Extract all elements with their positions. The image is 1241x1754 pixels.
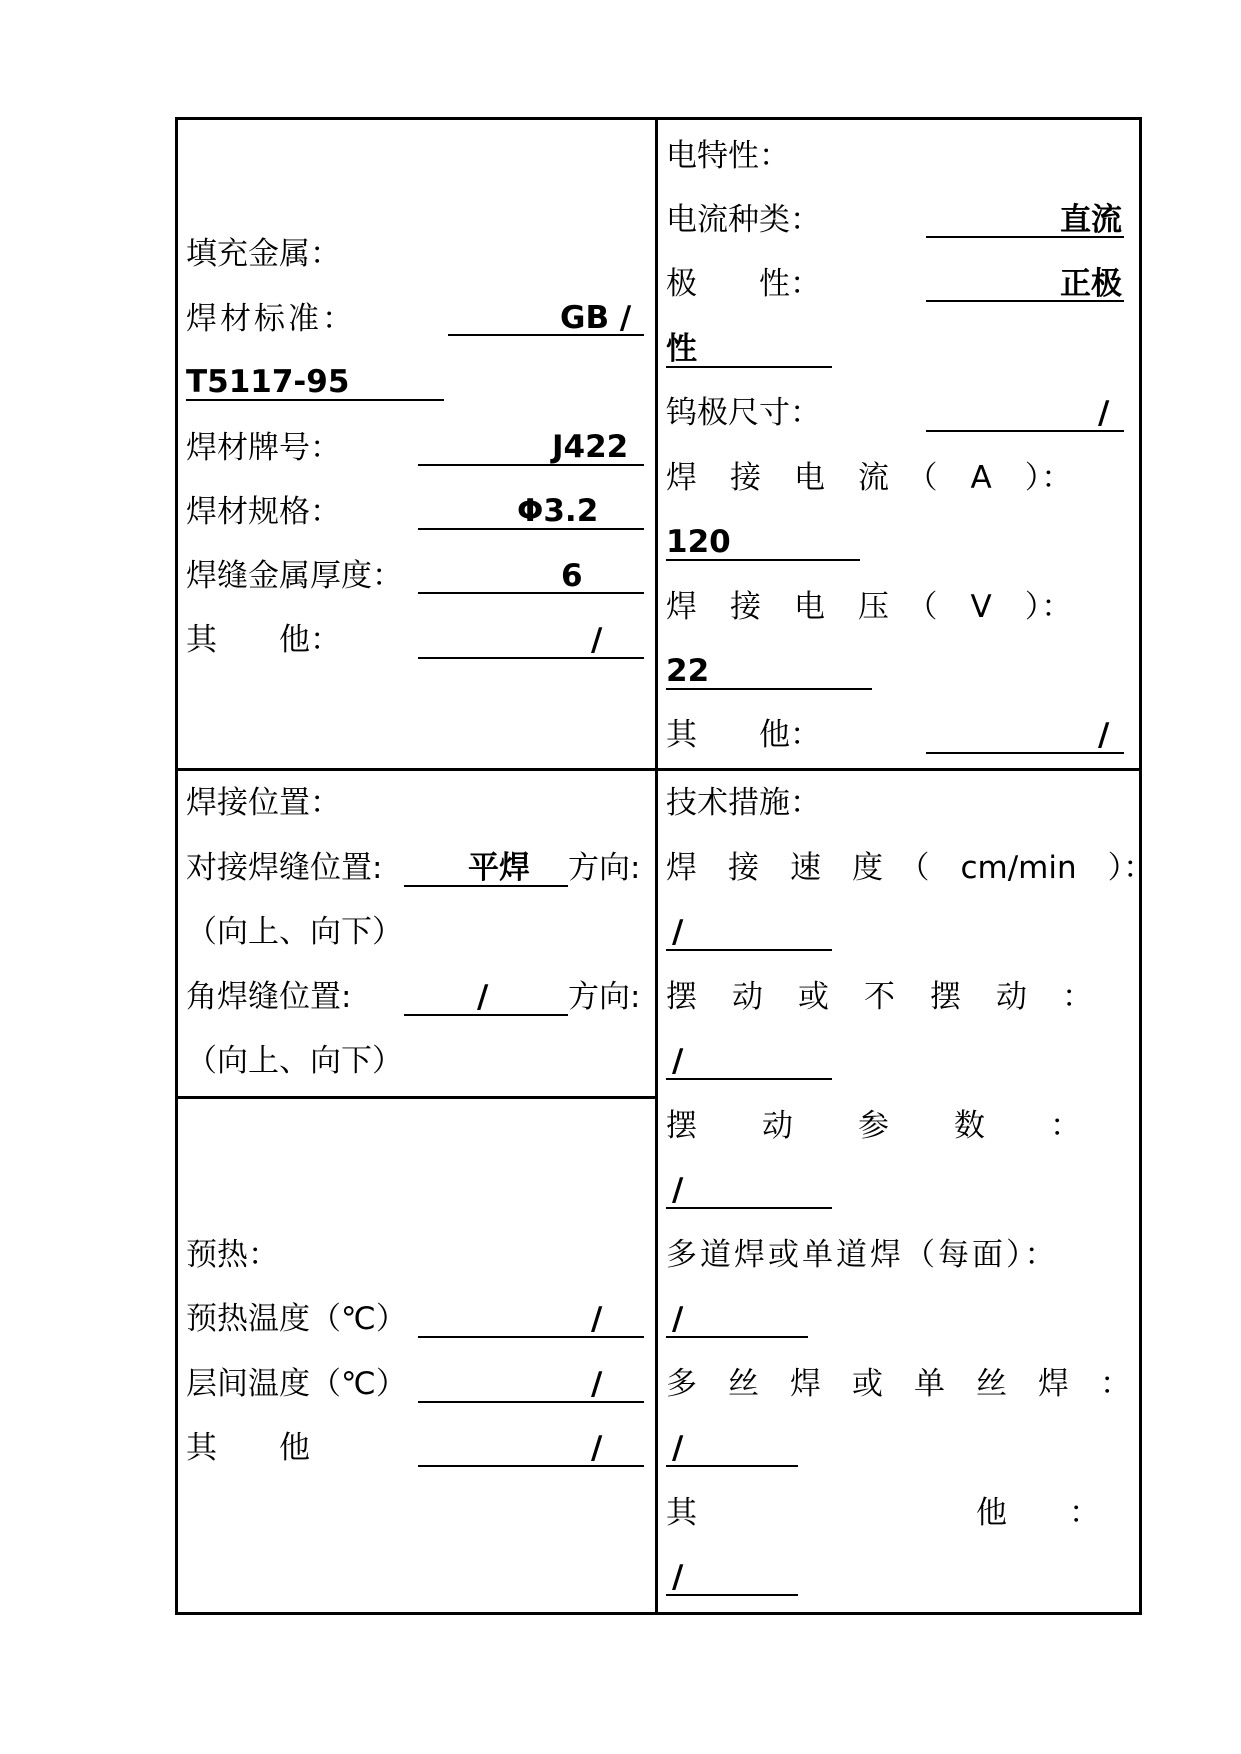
interpass-temp-label: 层间温度（℃） — [186, 1366, 407, 1402]
preheat-temp-value: / — [591, 1301, 603, 1337]
welding-current-value: 120 — [666, 524, 731, 560]
technique-title: 技术措施： — [666, 785, 821, 821]
technique-other-label: 其 他 ： — [666, 1495, 1100, 1531]
butt-weld-underline — [404, 885, 568, 887]
standard-label: 焊材标准： — [186, 301, 356, 337]
current-type-label: 电流种类： — [666, 202, 821, 238]
welding-voltage-label: 焊 接 电 压 （ V ）： — [666, 589, 1074, 625]
polarity-underline-b — [666, 366, 832, 368]
preheat-other-underline — [418, 1465, 644, 1467]
polarity-value-a: 正极 — [1060, 266, 1122, 302]
welding-current-label: 焊 接 电 流 （ A ）： — [666, 460, 1074, 496]
current-type-underline — [926, 236, 1124, 238]
fillet-direction-label: 方向: — [568, 979, 641, 1015]
interpass-temp-underline — [418, 1401, 644, 1403]
interpass-temp-value: / — [591, 1366, 603, 1402]
weave-underline — [666, 1078, 832, 1080]
travel-speed-underline — [666, 949, 832, 951]
brand-label: 焊材牌号： — [186, 430, 341, 466]
wire-underline — [666, 1465, 798, 1467]
welding-voltage-value: 22 — [666, 653, 710, 689]
weave-value: / — [672, 1043, 684, 1079]
spec-value: Φ3.2 — [517, 493, 599, 529]
spec-underline — [418, 528, 644, 530]
thickness-value: 6 — [561, 558, 583, 594]
wire-value: / — [672, 1430, 684, 1466]
fillet-weld-label: 角焊缝位置: — [186, 979, 352, 1015]
electrical-other-value: / — [1098, 717, 1110, 753]
tungsten-underline — [926, 430, 1124, 432]
polarity-value-b: 性 — [666, 331, 697, 367]
weave-label: 摆 动 或 不 摆 动 ： — [666, 979, 1095, 1015]
pass-label: 多道焊或单道焊（每面）： — [666, 1237, 1059, 1273]
standard-value-b: T5117-95 — [186, 364, 350, 400]
polarity-underline-a — [926, 300, 1124, 302]
electrical-title: 电特性： — [666, 138, 790, 174]
filler-other-value: / — [591, 622, 603, 658]
pass-underline — [666, 1336, 808, 1338]
filler-title: 填充金属： — [186, 236, 341, 272]
fillet-weld-value: / — [477, 979, 489, 1015]
standard-underline-b — [186, 399, 444, 401]
butt-direction-label: 方向: — [568, 850, 641, 886]
electrical-other-label: 其 他： — [666, 717, 821, 753]
preheat-temp-label: 预热温度（℃） — [186, 1301, 407, 1337]
weave-param-label: 摆 动 参 数 ： — [666, 1108, 1082, 1144]
technique-cell — [655, 768, 1142, 1615]
preheat-temp-underline — [418, 1336, 644, 1338]
polarity-label: 极 性： — [666, 266, 821, 302]
position-title: 焊接位置： — [186, 785, 341, 821]
standard-underline-a — [448, 334, 644, 336]
current-type-value: 直流 — [1060, 202, 1122, 238]
filler-other-underline — [418, 657, 644, 659]
preheat-other-label: 其 他 — [186, 1430, 310, 1466]
tungsten-value: / — [1098, 395, 1110, 431]
fillet-weld-underline — [404, 1014, 568, 1016]
thickness-label: 焊缝金属厚度： — [186, 558, 403, 594]
pass-value: / — [672, 1301, 684, 1337]
weave-param-value: / — [672, 1172, 684, 1208]
preheat-title: 预热： — [186, 1237, 279, 1273]
brand-underline — [418, 464, 644, 466]
tungsten-label: 钨极尺寸： — [666, 395, 821, 431]
welding-voltage-underline — [666, 688, 872, 690]
butt-weld-value: 平焊 — [468, 850, 530, 886]
preheat-other-value: / — [591, 1430, 603, 1466]
butt-weld-label: 对接焊缝位置: — [186, 850, 383, 886]
welding-current-underline — [666, 559, 860, 561]
brand-value: J422 — [552, 429, 629, 465]
thickness-underline — [418, 592, 644, 594]
fillet-direction-note: （向上、向下） — [186, 1043, 403, 1079]
travel-speed-value: / — [672, 914, 684, 950]
wire-label: 多 丝 焊 或 单 丝 焊 ： — [666, 1366, 1131, 1402]
standard-value-a: GB / — [560, 300, 632, 336]
technique-other-underline — [666, 1594, 798, 1596]
electrical-other-underline — [926, 752, 1124, 754]
travel-speed-label: 焊 接 速 度 （ cm/min ）： — [666, 850, 1155, 886]
weave-param-underline — [666, 1207, 832, 1209]
butt-direction-note: （向上、向下） — [186, 914, 403, 950]
spec-label: 焊材规格： — [186, 494, 341, 530]
technique-other-value: / — [672, 1559, 684, 1595]
filler-other-label: 其 他： — [186, 622, 341, 658]
preheat-cell — [175, 1096, 658, 1615]
